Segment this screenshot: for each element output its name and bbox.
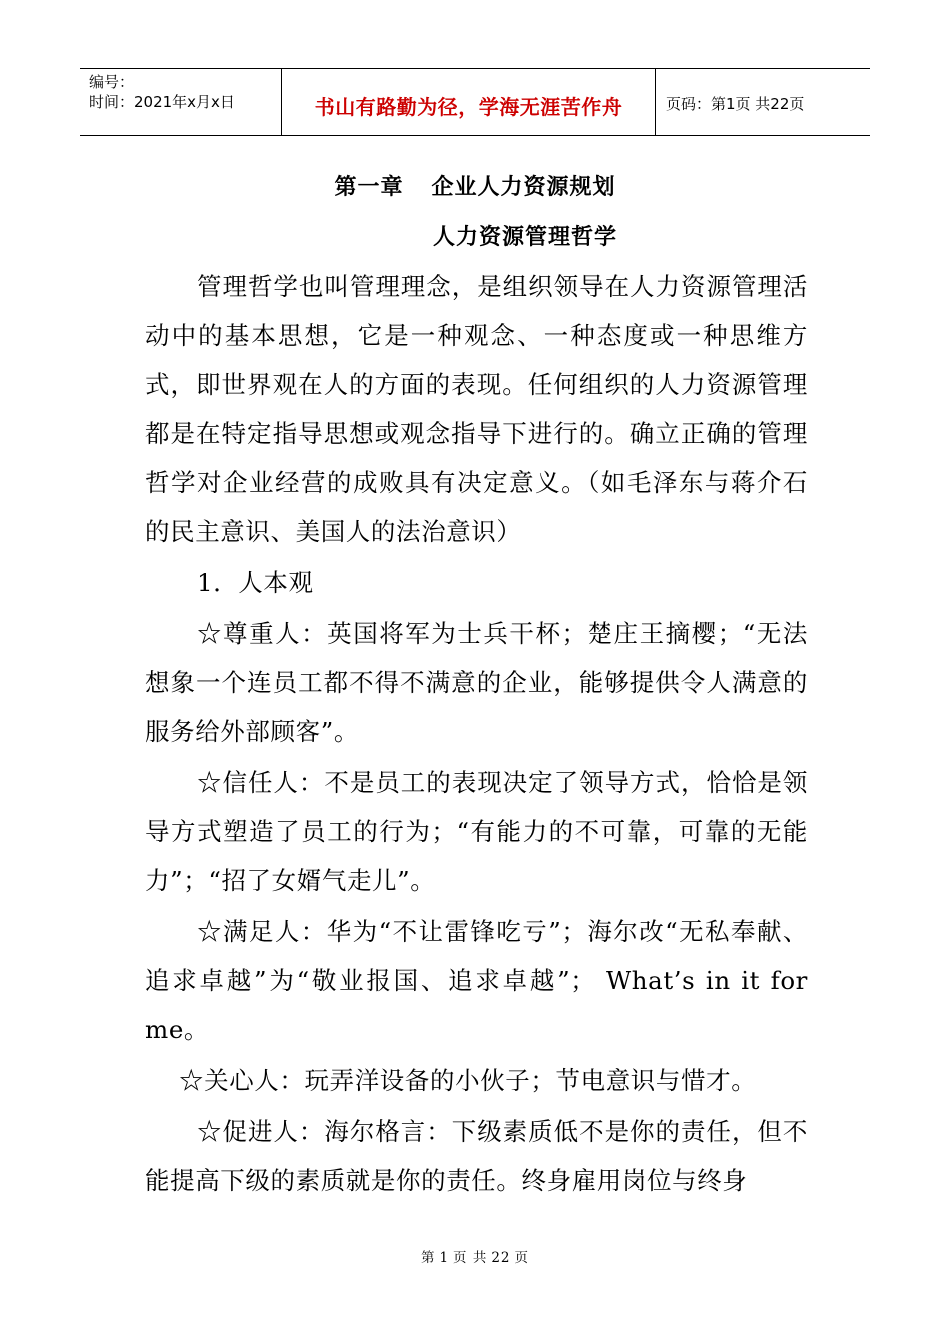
document-date-label: 时间：2021年x月x日 [89, 93, 235, 111]
paragraph-intro: 管理哲学也叫管理理念，是组织领导在人力资源管理活动中的基本思想，它是一种观念、一种态度或一种思维方式，即世界观在人的方面的表现。任何组织的人力资源管理都是在特定指导思想或观念指导下进行的。确立正确的管理哲学对企业经营的成败具有决定意义。（如毛泽东与蒋介石的民主意识、美国人的法治意识） [145, 272, 808, 546]
header-motto-cell [282, 69, 656, 135]
chapter-title [0, 170, 950, 201]
section-title: 人力资源管理哲学 [432, 225, 617, 250]
page-footer [0, 1246, 950, 1266]
header-motto: 书山有路勤为径，学海无涯苦作舟 [314, 95, 623, 119]
paragraph-satisfy: ☆满足人：华为“不让雷锋吃亏”；海尔改“无私奉献、追求卓越”为“敬业报国、追求卓越”； What’s in it for me。 [145, 917, 808, 1044]
paragraph-respect: ☆尊重人：英国将军为士兵干杯；楚庄王摘樱；“无法想象一个连员工都不得不满意的企业，能够提供令人满意的服务给外部顾客”。 [145, 619, 808, 746]
footer-suffix: 页 [514, 1250, 530, 1266]
footer-mid: 页 共 [453, 1250, 488, 1266]
chapter-name: 企业人力资源规划 [431, 175, 616, 200]
footer-total-pages: 22 [491, 1250, 511, 1266]
footer-prefix: 第 [420, 1250, 436, 1266]
page-header [80, 68, 870, 136]
header-page-counter: 页码：第1页 共22页 [666, 95, 805, 113]
chapter-number: 第一章 [334, 175, 404, 200]
header-meta-cell [80, 69, 282, 135]
footer-page-number: 1 [439, 1250, 450, 1266]
document-body [145, 262, 808, 1205]
paragraph-heading-renbenguan: 1．人本观 [197, 568, 314, 597]
paragraph-trust: ☆信任人：不是员工的表现决定了领导方式，恰恰是领导方式塑造了员工的行为；“有能力的不可靠，可靠的无能力”；“招了女婿气走儿”。 [145, 768, 808, 895]
paragraph-promote: ☆促进人：海尔格言：下级素质低不是你的责任，但不能提高下级的素质就是你的责任。终身雇用岗位与终身 [145, 1117, 808, 1195]
document-number-label: 编号： [89, 73, 135, 91]
header-pager-cell [656, 69, 870, 135]
paragraph-care: ☆关心人：玩弄洋设备的小伙子；节电意识与惜才。 [179, 1066, 757, 1095]
